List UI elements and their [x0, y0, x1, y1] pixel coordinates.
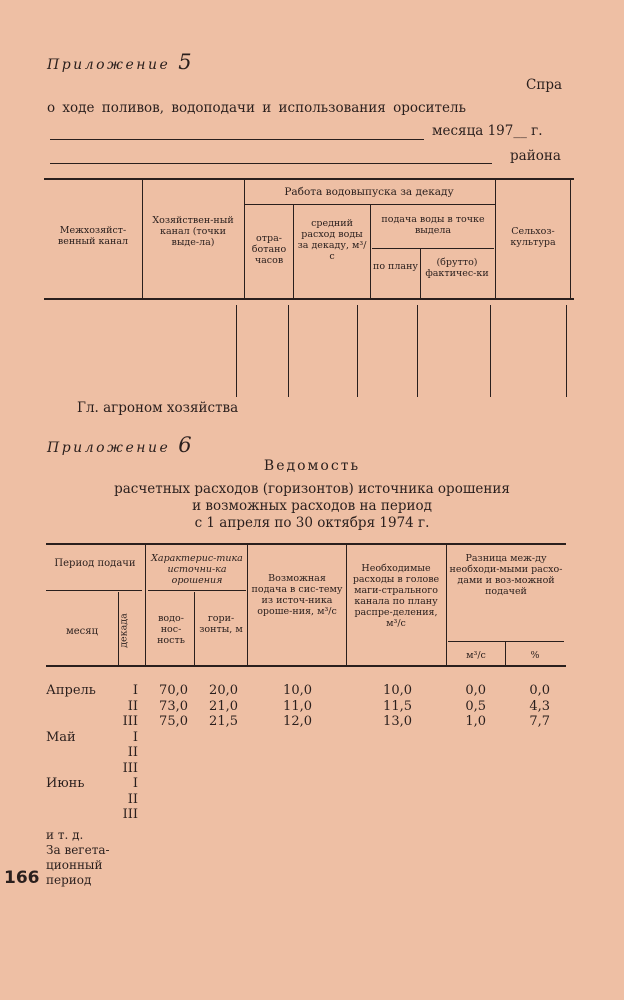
appendix6-heading: [47, 433, 192, 457]
cell-possible: 12,0: [283, 714, 312, 729]
header-period: Период подачи: [54, 558, 136, 569]
decade-label: II: [127, 698, 138, 714]
header-avg-flow: средний расход воды за декаду, м³/с: [297, 218, 367, 262]
appendix5-number: 5: [178, 50, 192, 74]
appendix5-title-line2: о ходе поливов, водоподачи и использования ороситель: [47, 100, 466, 116]
header-interfarm-canal: Межхозяйст-венный канал: [57, 225, 129, 247]
header-water-level: водо-нос-ность: [157, 613, 185, 646]
decade-label: II: [127, 745, 138, 760]
water-level-column: [146, 683, 188, 730]
cell-possible: 11,0: [283, 698, 312, 714]
form-blank-line: [50, 163, 492, 164]
month-may: Май: [46, 729, 76, 745]
district-field-label: района: [510, 148, 561, 164]
required-column: [370, 683, 412, 730]
cell-required: 11,5: [383, 698, 412, 714]
horizon-column: [196, 683, 238, 730]
header-supply-group: подача воды в точке выдела: [381, 214, 485, 236]
header-month: месяц: [65, 626, 99, 637]
month-column: [46, 683, 96, 792]
season-line: период: [46, 873, 92, 887]
cell-diff: 1,0: [465, 714, 486, 729]
possible-column: [270, 683, 312, 730]
decade-label: III: [122, 714, 138, 729]
appendix6-title: Ведомость: [263, 458, 361, 474]
cell-required: 10,0: [383, 683, 412, 698]
cell-diff: 0,0: [465, 683, 486, 698]
appendix6-number: 6: [178, 433, 192, 457]
header-crop: Сельхоз-культура: [510, 226, 556, 248]
decade-column: [112, 683, 138, 823]
season-line: За вегета-: [46, 843, 110, 857]
decade-label: III: [122, 807, 138, 822]
etc-label: и т. д.: [46, 828, 84, 842]
decade-label: II: [127, 791, 138, 807]
appendix6-subtitle-line3: с 1 апреля по 30 октября 1974 г.: [194, 515, 430, 531]
season-label: [46, 843, 110, 888]
cell-horizon: 20,0: [209, 683, 238, 698]
season-line: ционный: [46, 858, 103, 872]
header-actual: (брутто) фактичес-ки: [425, 257, 489, 279]
header-source-char: Характерис-тика источни-ка орошения: [151, 553, 243, 586]
appendix6-label: Приложение: [47, 440, 171, 456]
header-work-group: Работа водовыпуска за декаду: [284, 186, 454, 198]
pct-column: [514, 683, 550, 730]
appendix6-subtitle-line2: и возможных расходов на период: [192, 498, 432, 514]
header-decade: декада: [118, 613, 130, 648]
cell-horizon: 21,5: [209, 714, 238, 729]
decade-label: I: [132, 683, 138, 698]
cell-water: 73,0: [159, 698, 188, 714]
cell-diff: 0,5: [465, 698, 486, 714]
header-required-flows: Необходимые расходы в голове маги-стрального канала по плану распре-деления, м³/с: [352, 563, 440, 629]
appendix5-label: Приложение: [47, 57, 171, 73]
appendix5-heading: [47, 50, 192, 74]
cell-required: 13,0: [383, 714, 412, 729]
decade-label: I: [132, 776, 138, 791]
month-june: Июнь: [46, 776, 85, 791]
decade-label: III: [122, 760, 138, 776]
month-april: Апрель: [46, 683, 96, 698]
header-possible-supply: Возможная подача в сис-тему из источ-ника ороше-ния, м³/с: [251, 573, 343, 617]
header-diff-m3: м³/с: [466, 650, 486, 661]
cell-pct: 7,7: [529, 714, 550, 729]
header-plan: по плану: [372, 261, 419, 272]
appendix6-subtitle-line1: расчетных расходов (горизонтов) источника орошения: [114, 481, 510, 497]
diff-column: [452, 683, 486, 730]
cell-pct: 0,0: [529, 683, 550, 698]
cell-water: 75,0: [159, 714, 188, 729]
cell-water: 70,0: [159, 683, 188, 698]
header-farm-canal: Хозяйствен-ный канал (точки выде-ла): [152, 215, 234, 248]
header-diff-pct: %: [530, 650, 540, 661]
month-field-label: месяца 197__ г.: [432, 123, 543, 139]
appendix5-title-line1: Спра: [526, 77, 563, 93]
form-blank-line: [50, 139, 424, 140]
header-hours: отра-ботано часов: [251, 233, 287, 266]
header-horizons: гори-зонты, м: [199, 613, 243, 635]
page-number: 166: [4, 868, 40, 888]
cell-possible: 10,0: [283, 683, 312, 698]
cell-horizon: 21,0: [209, 698, 238, 714]
header-difference: Разница меж-ду необходи-мыми расхо-дами и воз-можной подачей: [449, 553, 563, 597]
decade-label: I: [132, 729, 138, 745]
cell-pct: 4,3: [529, 698, 550, 714]
agronomist-signature: Гл. агроном хозяйства: [77, 400, 239, 416]
